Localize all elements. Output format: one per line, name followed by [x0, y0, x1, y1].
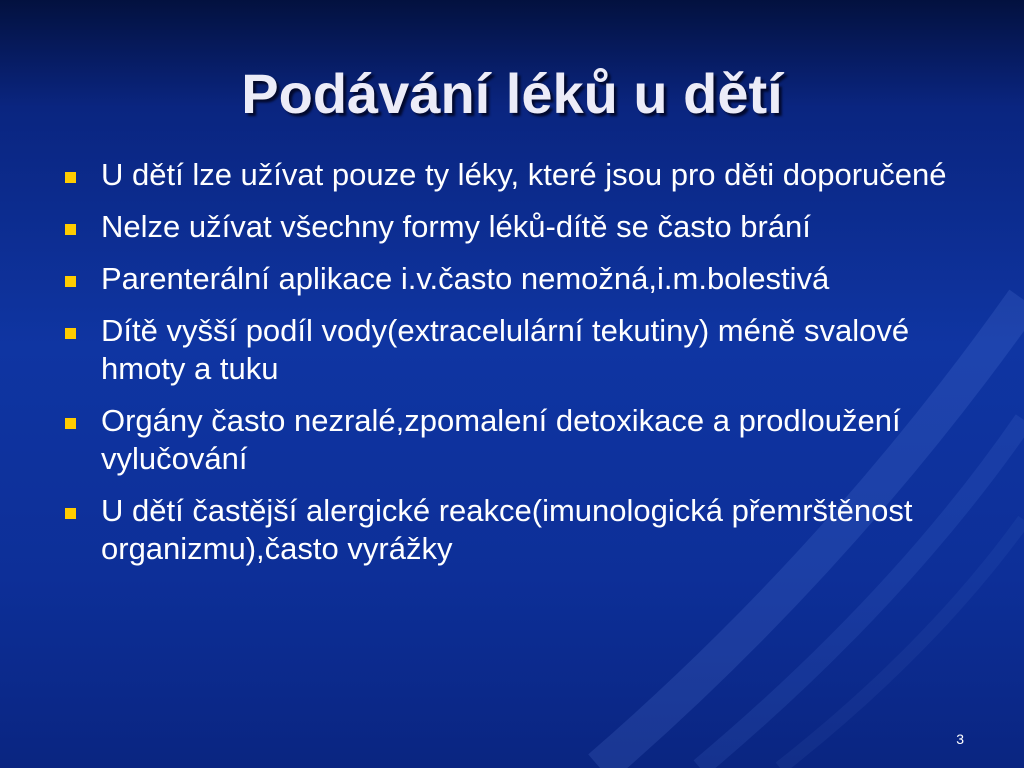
square-bullet-icon — [65, 328, 76, 339]
bullet-text: Orgány často nezralé,zpomalení detoxikace a prodloužení vylučování — [101, 403, 901, 476]
bullet-item — [62, 492, 992, 568]
bullet-item — [62, 402, 992, 478]
slide-title: Podávání léků u dětí — [241, 62, 783, 125]
page-number: 3 — [956, 731, 964, 747]
bullet-item — [62, 156, 992, 194]
bullet-text: Parenterální aplikace i.v.často nemožná,i.m.bolestivá — [101, 261, 830, 296]
square-bullet-icon — [65, 276, 76, 287]
square-bullet-icon — [65, 418, 76, 429]
bullet-text: Dítě vyšší podíl vody(extracelulární tekutiny) méně svalové hmoty a tuku — [101, 313, 910, 386]
bullet-item — [62, 260, 992, 298]
bullet-item — [62, 312, 992, 388]
bullet-item — [62, 208, 992, 246]
bullet-text: U dětí častější alergické reakce(imunologická přemrštěnost organizmu),často vyrážky — [101, 493, 913, 566]
square-bullet-icon — [65, 224, 76, 235]
bullet-text: U dětí lze užívat pouze ty léky, které jsou pro děti doporučené — [101, 157, 947, 192]
square-bullet-icon — [65, 172, 76, 183]
square-bullet-icon — [65, 508, 76, 519]
bullet-list — [62, 156, 992, 582]
bullet-text: Nelze užívat všechny formy léků-dítě se často brání — [101, 209, 811, 244]
